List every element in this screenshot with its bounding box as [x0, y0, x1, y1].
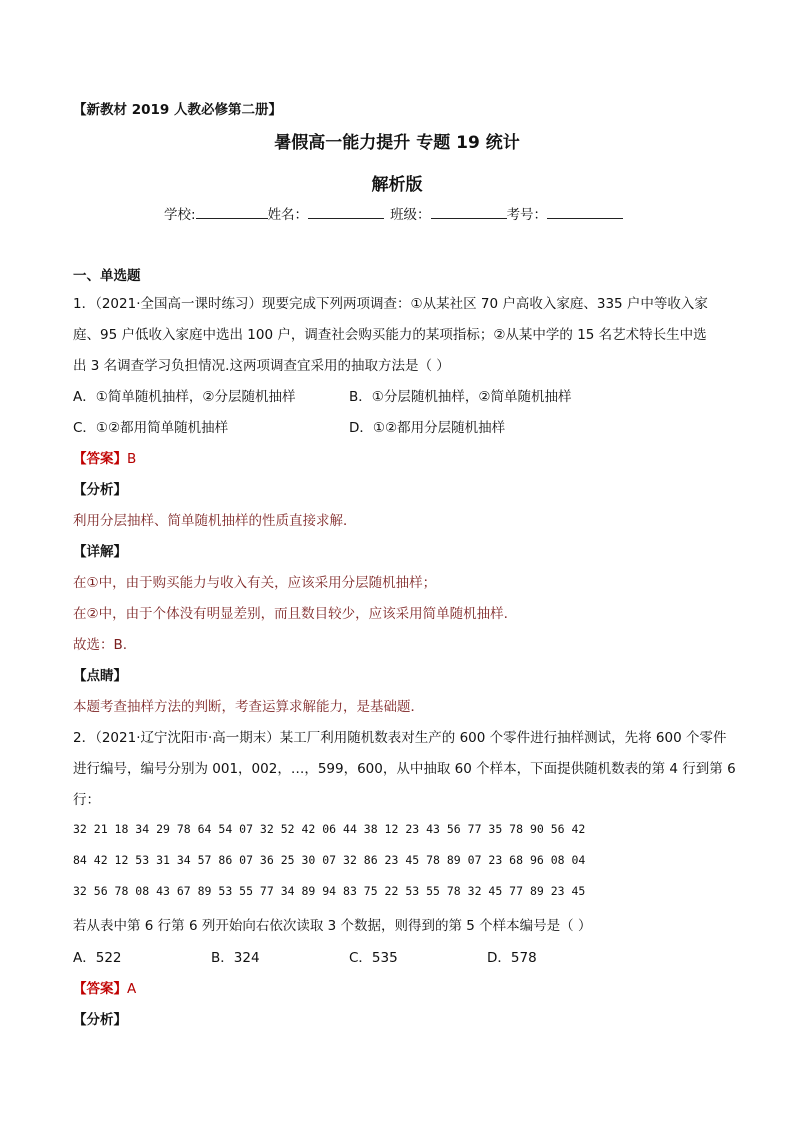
- page-title: 暑假高一能力提升 专题 19 统计: [274, 133, 520, 153]
- q1-option-d: D．①②都用分层随机抽样: [349, 420, 506, 436]
- q1-analysis-tag: 【分析】: [73, 482, 127, 498]
- school-blank[interactable]: [196, 206, 268, 219]
- q1-analysis: 利用分层抽样、简单随机抽样的性质直接求解．: [73, 513, 357, 529]
- q1-answer: [73, 447, 136, 467]
- q2-line2: 进行编号，编号分别为 001，002，…，599，600，从中抽取 60 个样本，下面提供随机数表的第 4 行到第 6: [73, 761, 736, 777]
- school-label: 学校:: [164, 207, 196, 223]
- answer-value: A: [127, 981, 137, 997]
- q2-answer: [73, 977, 136, 997]
- page-subtitle: 解析版: [371, 175, 423, 195]
- answer-tag: 【答案】: [73, 451, 127, 467]
- q1-line3: 出 3 名调查学习负担情况.这两项调查宜采用的抽取方法是（ ）: [73, 358, 450, 374]
- q1-choice: 故选：B.: [73, 637, 128, 653]
- class-blank[interactable]: [431, 206, 507, 219]
- info-row: [164, 203, 623, 223]
- q2-option-c: C．535: [349, 950, 398, 966]
- answer-tag: 【答案】: [73, 981, 127, 997]
- random-table-row-6: 32 56 78 08 43 67 89 53 55 77 34 89 94 83 75 22 53 55 78 32 45 77 89 23 45: [73, 884, 586, 898]
- id-label: 考号：: [506, 207, 548, 223]
- q1-detail-tag: 【详解】: [73, 544, 127, 560]
- answer-value: B: [127, 451, 137, 467]
- section-heading: 一、单选题: [73, 268, 141, 284]
- q1-option-c: C．①②都用简单随机抽样: [73, 420, 229, 436]
- q2-analysis-tag: 【分析】: [73, 1012, 127, 1028]
- q1-option-a: A．①简单随机抽样，②分层随机抽样: [73, 389, 296, 405]
- id-blank[interactable]: [547, 206, 623, 219]
- q1-option-b: B．①分层随机抽样，②简单随机抽样: [349, 389, 572, 405]
- class-label: 班级：: [390, 207, 431, 223]
- q2-line1: 2．（2021·辽宁沈阳市·高一期末）某工厂利用随机数表对生产的 600 个零件进行抽样测试，先将 600 个零件: [73, 730, 727, 746]
- q1-detail-line1: 在①中，由于购买能力与收入有关，应该采用分层随机抽样；: [73, 575, 437, 591]
- q2-option-b: B．324: [211, 950, 260, 966]
- name-blank[interactable]: [308, 206, 384, 219]
- q1-comment: 本题考查抽样方法的判断，考查运算求解能力，是基础题．: [73, 699, 424, 715]
- random-table-row-4: 32 21 18 34 29 78 64 54 07 32 52 42 06 44 38 12 23 43 56 77 35 78 90 56 42: [73, 822, 586, 836]
- q1-line1: 1．（2021·全国高一课时练习）现要完成下列两项调查：①从某社区 70 户高收入家庭、335 户中等收入家: [73, 296, 708, 312]
- series-label: 【新教材 2019 人教必修第二册】: [73, 102, 282, 118]
- name-label: 姓名：: [267, 207, 309, 223]
- random-table-row-5: 84 42 12 53 31 34 57 86 07 36 25 30 07 32 86 23 45 78 89 07 23 68 96 08 04: [73, 853, 586, 867]
- q1-detail-line2: 在②中，由于个体没有明显差别，而且数目较少，应该采用简单随机抽样.: [73, 606, 508, 622]
- q2-line3: 行：: [73, 792, 100, 808]
- q2-option-d: D．578: [487, 950, 537, 966]
- q2-option-a: A．522: [73, 950, 122, 966]
- q2-question: 若从表中第 6 行第 6 列开始向右依次读取 3 个数据，则得到的第 5 个样本编号是（ ）: [73, 918, 592, 934]
- q1-comment-tag: 【点睛】: [73, 668, 127, 684]
- q1-line2: 庭、95 户低收入家庭中选出 100 户，调查社会购买能力的某项指标；②从某中学的 15 名艺术特长生中选: [73, 327, 707, 343]
